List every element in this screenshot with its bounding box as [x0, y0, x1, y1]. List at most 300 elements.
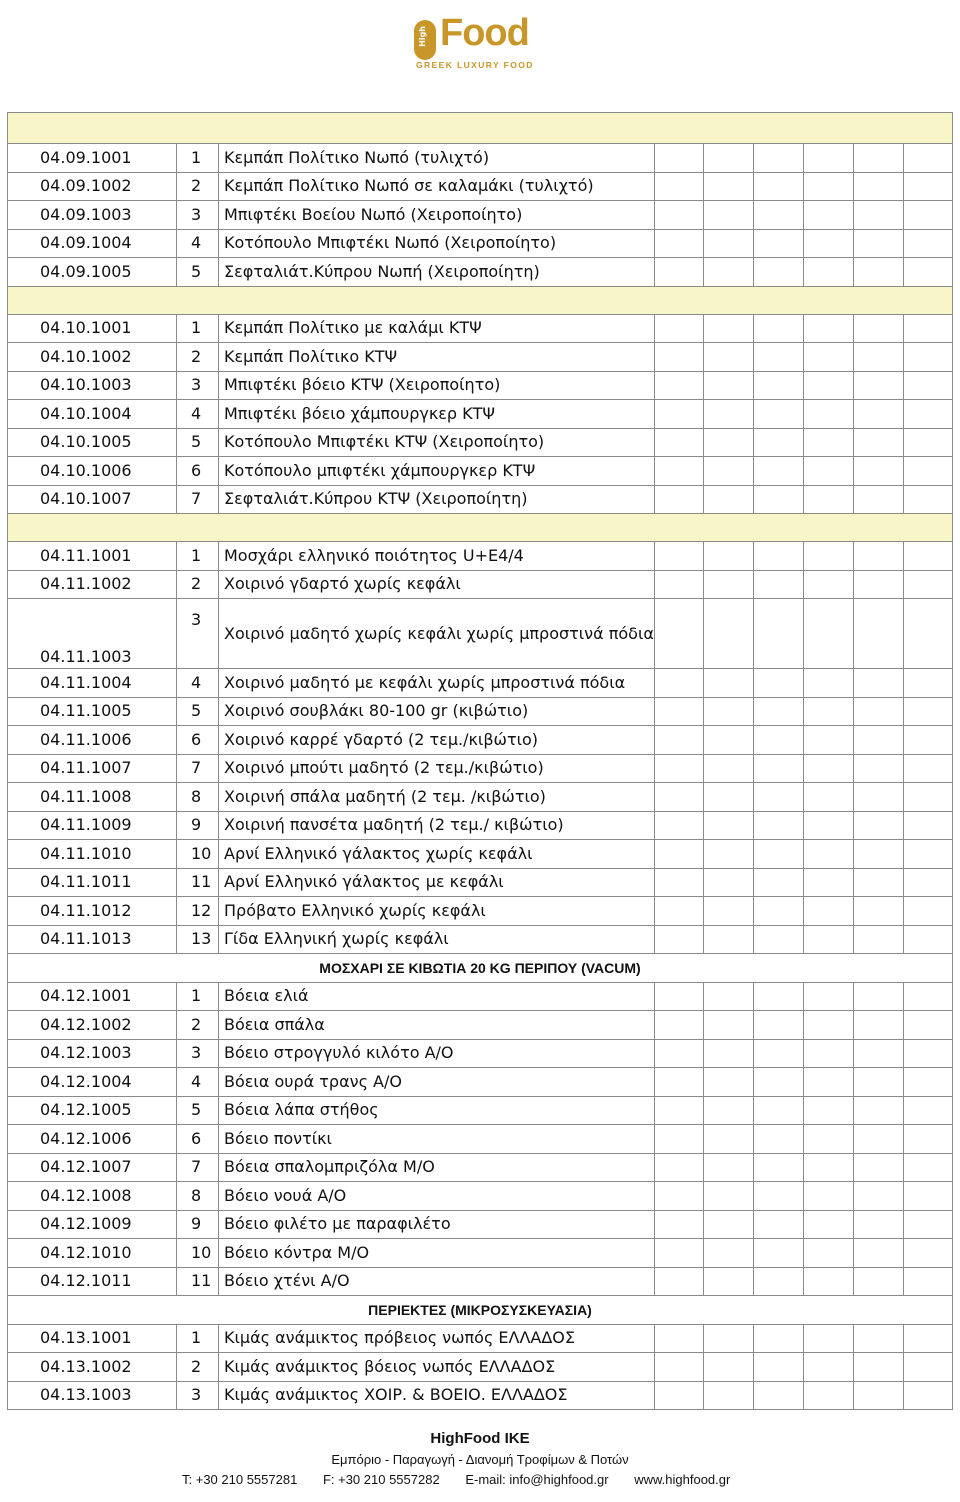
product-row [8, 201, 953, 230]
empty-cell [854, 982, 904, 1011]
product-row [8, 1125, 953, 1154]
product-code: 04.11.1008 [8, 783, 177, 812]
item-number: 10 [177, 1239, 219, 1268]
empty-cell [904, 457, 953, 486]
product-row [8, 754, 953, 783]
item-number: 2 [177, 172, 219, 201]
product-row [8, 428, 953, 457]
empty-cell [704, 314, 754, 343]
empty-cell [655, 485, 704, 514]
empty-cell [854, 1125, 904, 1154]
empty-cell [854, 485, 904, 514]
empty-cell [754, 783, 804, 812]
product-code: 04.12.1003 [8, 1039, 177, 1068]
product-description: Κοτόπουλο μπιφτέκι χάμπουργκερ ΚΤΨ [219, 457, 655, 486]
product-description: Κοτόπουλο Μπιφτέκι ΚΤΨ (Χειροποίητο) [219, 428, 655, 457]
empty-cell [754, 343, 804, 372]
empty-cell [804, 1267, 854, 1296]
empty-cell [754, 1182, 804, 1211]
section-separator-row [8, 286, 953, 314]
empty-cell [704, 457, 754, 486]
empty-cell [655, 811, 704, 840]
empty-cell [655, 201, 704, 230]
empty-cell [854, 1011, 904, 1040]
empty-cell [754, 897, 804, 926]
footer-company: HighFood IKE [430, 1430, 530, 1447]
item-number: 5 [177, 697, 219, 726]
empty-cell [904, 669, 953, 698]
product-code: 04.10.1006 [8, 457, 177, 486]
product-code: 04.09.1004 [8, 229, 177, 258]
empty-cell [804, 1381, 854, 1410]
empty-cell [704, 811, 754, 840]
product-code: 04.11.1001 [8, 542, 177, 571]
empty-cell [854, 840, 904, 869]
empty-cell [754, 172, 804, 201]
empty-cell [854, 570, 904, 599]
empty-cell [854, 1153, 904, 1182]
empty-cell [704, 570, 754, 599]
product-row [8, 542, 953, 571]
empty-cell [854, 172, 904, 201]
empty-cell [754, 754, 804, 783]
product-description: Χοιρινό μαδητό χωρίς κεφάλι χωρίς μπροστινά πόδια [219, 599, 655, 669]
product-code: 04.09.1005 [8, 258, 177, 287]
product-description: Βόειο κόντρα Μ/Ο [219, 1239, 655, 1268]
empty-cell [704, 1039, 754, 1068]
empty-cell [655, 1039, 704, 1068]
empty-cell [655, 1210, 704, 1239]
empty-cell [804, 542, 854, 571]
empty-cell [754, 1239, 804, 1268]
empty-cell [854, 1182, 904, 1211]
empty-cell [904, 1153, 953, 1182]
empty-cell [904, 754, 953, 783]
empty-cell [655, 1353, 704, 1382]
empty-cell [655, 1011, 704, 1040]
product-row [8, 144, 953, 173]
empty-cell [804, 811, 854, 840]
empty-cell [804, 314, 854, 343]
empty-cell [854, 897, 904, 926]
product-row [8, 229, 953, 258]
product-description: Πρόβατο Ελληνικό χωρίς κεφάλι [219, 897, 655, 926]
empty-cell [655, 1239, 704, 1268]
empty-cell [804, 925, 854, 954]
product-row [8, 811, 953, 840]
empty-cell [704, 1324, 754, 1353]
product-code: 04.12.1008 [8, 1182, 177, 1211]
empty-cell [655, 371, 704, 400]
empty-cell [655, 428, 704, 457]
logo-tagline: GREEK LUXURY FOOD [416, 60, 534, 70]
empty-cell [804, 599, 854, 669]
empty-cell [655, 599, 704, 669]
product-code: 04.10.1005 [8, 428, 177, 457]
item-number: 5 [177, 258, 219, 287]
separator-cell [8, 286, 953, 314]
empty-cell [704, 982, 754, 1011]
empty-cell [704, 229, 754, 258]
product-row [8, 697, 953, 726]
empty-cell [754, 570, 804, 599]
empty-cell [904, 201, 953, 230]
empty-cell [804, 258, 854, 287]
item-number: 9 [177, 811, 219, 840]
product-code: 04.12.1001 [8, 982, 177, 1011]
empty-cell [904, 1267, 953, 1296]
logo-badge-text: High [418, 26, 427, 47]
product-table [7, 112, 953, 1410]
product-description: Σεφταλιάτ.Κύπρου ΚΤΨ (Χειροποίητη) [219, 485, 655, 514]
product-row [8, 1381, 953, 1410]
product-row [8, 1068, 953, 1097]
footer-subtitle: Εμπόριο - Παραγωγή - Διανομή Τροφίμων & Ποτών [331, 1452, 629, 1467]
empty-cell [754, 599, 804, 669]
empty-cell [854, 400, 904, 429]
empty-cell [854, 1039, 904, 1068]
empty-cell [754, 1324, 804, 1353]
product-description: Βόειο ποντίκι [219, 1125, 655, 1154]
empty-cell [655, 697, 704, 726]
empty-cell [904, 1210, 953, 1239]
item-number: 10 [177, 840, 219, 869]
footer-fax: F: +30 210 5557282 [322, 1472, 440, 1487]
product-code: 04.10.1001 [8, 314, 177, 343]
product-row [8, 172, 953, 201]
empty-cell [854, 754, 904, 783]
empty-cell [854, 343, 904, 372]
product-row [8, 1210, 953, 1239]
empty-cell [904, 1096, 953, 1125]
item-number: 1 [177, 144, 219, 173]
product-description: Κεμπάπ Πολίτικο Νωπό (τυλιχτό) [219, 144, 655, 173]
empty-cell [804, 1125, 854, 1154]
empty-cell [904, 172, 953, 201]
empty-cell [904, 229, 953, 258]
empty-cell [904, 840, 953, 869]
product-code: 04.12.1005 [8, 1096, 177, 1125]
product-description: Κιμάς ανάμικτος ΧΟΙΡ. & ΒΟΕΙΟ. ΕΛΛΑΔΟΣ [219, 1381, 655, 1410]
empty-cell [854, 1353, 904, 1382]
empty-cell [704, 1239, 754, 1268]
empty-cell [804, 1210, 854, 1239]
empty-cell [854, 783, 904, 812]
empty-cell [754, 485, 804, 514]
product-description: Κεμπάπ Πολίτικο Νωπό σε καλαμάκι (τυλιχτό) [219, 172, 655, 201]
empty-cell [704, 726, 754, 755]
product-code: 04.12.1009 [8, 1210, 177, 1239]
empty-cell [655, 1182, 704, 1211]
empty-cell [804, 1039, 854, 1068]
empty-cell [854, 1324, 904, 1353]
empty-cell [754, 840, 804, 869]
product-description: Βόεια σπάλα [219, 1011, 655, 1040]
empty-cell [804, 343, 854, 372]
empty-cell [854, 1381, 904, 1410]
product-description: Κεμπάπ Πολίτικο με καλάμι ΚΤΨ [219, 314, 655, 343]
empty-cell [754, 457, 804, 486]
item-number: 6 [177, 726, 219, 755]
empty-cell [655, 314, 704, 343]
product-description: Χοιρινή πανσέτα μαδητή (2 τεμ./ κιβώτιο) [219, 811, 655, 840]
product-code: 04.10.1002 [8, 343, 177, 372]
empty-cell [854, 925, 904, 954]
product-code: 04.12.1007 [8, 1153, 177, 1182]
item-number: 4 [177, 229, 219, 258]
item-number: 3 [177, 371, 219, 400]
product-code: 04.10.1003 [8, 371, 177, 400]
empty-cell [704, 201, 754, 230]
product-code: 04.11.1003 [8, 599, 177, 669]
empty-cell [804, 783, 854, 812]
product-description: Σεφταλιάτ.Κύπρου Νωπή (Χειροποίητη) [219, 258, 655, 287]
empty-cell [704, 1011, 754, 1040]
empty-cell [904, 258, 953, 287]
empty-cell [804, 697, 854, 726]
item-number: 11 [177, 1267, 219, 1296]
empty-cell [704, 258, 754, 287]
empty-cell [655, 229, 704, 258]
section-separator-row [8, 113, 953, 144]
empty-cell [754, 1267, 804, 1296]
empty-cell [804, 1011, 854, 1040]
empty-cell [804, 982, 854, 1011]
product-row [8, 1039, 953, 1068]
empty-cell [754, 201, 804, 230]
product-code: 04.10.1004 [8, 400, 177, 429]
product-row [8, 314, 953, 343]
product-description: Χοιρινό σουβλάκι 80-100 gr (κιβώτιο) [219, 697, 655, 726]
empty-cell [754, 314, 804, 343]
empty-cell [655, 457, 704, 486]
product-code: 04.11.1013 [8, 925, 177, 954]
empty-cell [854, 258, 904, 287]
section-header: ΠΕΡΙΕΚΤΕΣ (ΜΙΚΡΟΣΥΣΚΕΥΑΣΙΑ) [8, 1296, 953, 1325]
product-code: 04.11.1009 [8, 811, 177, 840]
empty-cell [854, 428, 904, 457]
item-number: 6 [177, 457, 219, 486]
empty-cell [904, 542, 953, 571]
empty-cell [754, 669, 804, 698]
empty-cell [704, 1267, 754, 1296]
product-description: Αρνί Ελληνικό γάλακτος με κεφάλι [219, 868, 655, 897]
empty-cell [655, 144, 704, 173]
empty-cell [655, 783, 704, 812]
empty-cell [704, 1210, 754, 1239]
product-code: 04.11.1012 [8, 897, 177, 926]
empty-cell [804, 144, 854, 173]
empty-cell [904, 428, 953, 457]
empty-cell [704, 144, 754, 173]
product-code: 04.11.1010 [8, 840, 177, 869]
empty-cell [754, 868, 804, 897]
empty-cell [704, 783, 754, 812]
empty-cell [854, 726, 904, 755]
product-row [8, 400, 953, 429]
empty-cell [804, 457, 854, 486]
empty-cell [804, 1096, 854, 1125]
empty-cell [904, 343, 953, 372]
empty-cell [704, 1096, 754, 1125]
empty-cell [704, 599, 754, 669]
empty-cell [904, 485, 953, 514]
empty-cell [704, 485, 754, 514]
empty-cell [804, 1239, 854, 1268]
empty-cell [904, 726, 953, 755]
empty-cell [655, 1068, 704, 1097]
product-row [8, 726, 953, 755]
product-row [8, 868, 953, 897]
product-row [8, 1353, 953, 1382]
item-number: 11 [177, 868, 219, 897]
empty-cell [904, 1068, 953, 1097]
empty-cell [655, 542, 704, 571]
product-code: 04.13.1003 [8, 1381, 177, 1410]
empty-cell [655, 925, 704, 954]
empty-cell [904, 1125, 953, 1154]
item-number: 4 [177, 400, 219, 429]
empty-cell [904, 1011, 953, 1040]
item-number: 8 [177, 1182, 219, 1211]
item-number: 7 [177, 485, 219, 514]
product-description: Βόεια ουρά τρανς Α/Ο [219, 1068, 655, 1097]
empty-cell [704, 1182, 754, 1211]
empty-cell [854, 371, 904, 400]
product-description: Γίδα Ελληνική χωρίς κεφάλι [219, 925, 655, 954]
empty-cell [904, 783, 953, 812]
empty-cell [904, 570, 953, 599]
product-row [8, 1153, 953, 1182]
empty-cell [854, 599, 904, 669]
empty-cell [655, 726, 704, 755]
empty-cell [754, 1068, 804, 1097]
empty-cell [754, 726, 804, 755]
product-code: 04.12.1002 [8, 1011, 177, 1040]
empty-cell [904, 1381, 953, 1410]
empty-cell [854, 811, 904, 840]
empty-cell [904, 868, 953, 897]
highfood-logo [414, 12, 544, 72]
product-code: 04.13.1002 [8, 1353, 177, 1382]
item-number: 3 [177, 1381, 219, 1410]
empty-cell [854, 1239, 904, 1268]
empty-cell [655, 754, 704, 783]
empty-cell [754, 400, 804, 429]
item-number: 4 [177, 669, 219, 698]
empty-cell [754, 542, 804, 571]
product-code: 04.12.1004 [8, 1068, 177, 1097]
empty-cell [804, 172, 854, 201]
empty-cell [704, 925, 754, 954]
section-header-row [8, 954, 953, 983]
empty-cell [655, 172, 704, 201]
empty-cell [704, 697, 754, 726]
product-row [8, 669, 953, 698]
product-description: Κιμάς ανάμικτος βόειος νωπός ΕΛΛΑΔΟΣ [219, 1353, 655, 1382]
empty-cell [754, 1153, 804, 1182]
empty-cell [854, 1068, 904, 1097]
empty-cell [804, 201, 854, 230]
product-code: 04.11.1007 [8, 754, 177, 783]
empty-cell [854, 314, 904, 343]
product-description: Βόειο φιλέτο με παραφιλέτο [219, 1210, 655, 1239]
product-description: Βόειο νουά Α/Ο [219, 1182, 655, 1211]
empty-cell [754, 1210, 804, 1239]
item-number: 13 [177, 925, 219, 954]
product-row [8, 1096, 953, 1125]
product-description: Μπιφτέκι βόειο ΚΤΨ (Χειροποίητο) [219, 371, 655, 400]
item-number: 2 [177, 1011, 219, 1040]
empty-cell [704, 754, 754, 783]
product-row [8, 1182, 953, 1211]
product-description: Χοιρινό μαδητό με κεφάλι χωρίς μπροστινά πόδια [219, 669, 655, 698]
empty-cell [854, 457, 904, 486]
empty-cell [904, 982, 953, 1011]
section-separator-row [8, 514, 953, 542]
product-row [8, 1239, 953, 1268]
footer-contacts [182, 1472, 752, 1487]
empty-cell [655, 669, 704, 698]
product-row [8, 840, 953, 869]
product-code: 04.11.1006 [8, 726, 177, 755]
empty-cell [704, 343, 754, 372]
item-number: 2 [177, 1353, 219, 1382]
empty-cell [904, 1239, 953, 1268]
product-description: Μπιφτέκι Βοείου Νωπό (Χειροποίητο) [219, 201, 655, 230]
product-description: Μοσχάρι ελληνικό ποιότητος U+E4/4 [219, 542, 655, 571]
footer-web: www.highfood.gr [634, 1472, 731, 1487]
product-row [8, 1011, 953, 1040]
empty-cell [904, 1324, 953, 1353]
product-description: Χοιρινό μπούτι μαδητό (2 τεμ./κιβώτιο) [219, 754, 655, 783]
empty-cell [655, 343, 704, 372]
product-description: Βόεια λάπα στήθος [219, 1096, 655, 1125]
empty-cell [904, 599, 953, 669]
empty-cell [804, 1068, 854, 1097]
empty-cell [854, 1096, 904, 1125]
empty-cell [704, 669, 754, 698]
empty-cell [754, 1011, 804, 1040]
empty-cell [804, 897, 854, 926]
empty-cell [704, 428, 754, 457]
empty-cell [754, 1125, 804, 1154]
item-number: 2 [177, 570, 219, 599]
empty-cell [904, 1039, 953, 1068]
empty-cell [704, 1068, 754, 1097]
empty-cell [904, 811, 953, 840]
separator-cell [8, 113, 953, 144]
item-number: 5 [177, 428, 219, 457]
empty-cell [804, 570, 854, 599]
product-description: Βόειο χτένι Α/Ο [219, 1267, 655, 1296]
empty-cell [754, 258, 804, 287]
empty-cell [854, 229, 904, 258]
item-number: 1 [177, 542, 219, 571]
empty-cell [655, 1125, 704, 1154]
product-description: Κεμπάπ Πολίτικο ΚΤΨ [219, 343, 655, 372]
empty-cell [655, 570, 704, 599]
empty-cell [904, 314, 953, 343]
item-number: 2 [177, 343, 219, 372]
product-row [8, 783, 953, 812]
product-row [8, 457, 953, 486]
empty-cell [754, 811, 804, 840]
empty-cell [854, 868, 904, 897]
empty-cell [754, 925, 804, 954]
empty-cell [904, 697, 953, 726]
empty-cell [804, 669, 854, 698]
